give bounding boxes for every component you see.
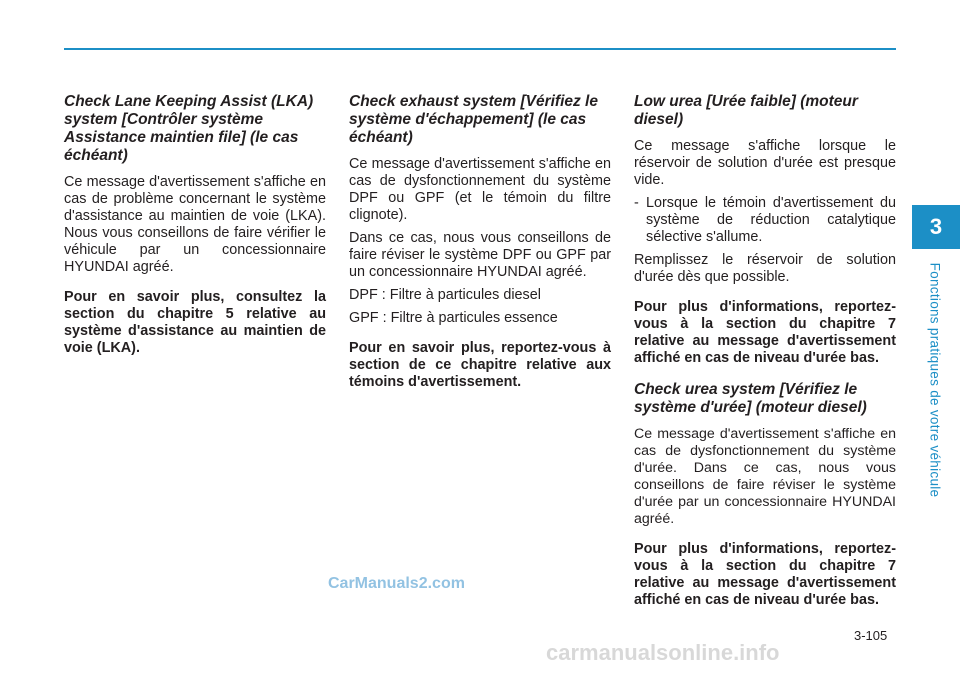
exhaust-note: Pour en savoir plus, reportez-vous à section de ce chapitre relative aux témoins d'avertissement. — [349, 340, 611, 390]
list-item — [634, 195, 896, 246]
low-urea-heading: Low urea [Urée faible] (moteur diesel) — [634, 93, 858, 128]
list-item-text: Lorsque le témoin d'avertissement du système de réduction catalytique sélective s'allume. — [646, 195, 896, 245]
dpf-definition: DPF : Filtre à particules diesel — [349, 287, 541, 303]
lka-note: Pour en savoir plus, consultez la section du chapitre 5 relative au système d'assistance au maintien de voie (LKA). — [64, 289, 326, 356]
chapter-tab: 3 — [912, 205, 960, 249]
exhaust-heading: Check exhaust system [Vérifiez le système d'échappement] (le cas échéant) — [349, 93, 598, 146]
low-urea-paragraph-2: Remplissez le réservoir de solution d'urée dès que possible. — [634, 252, 896, 285]
low-urea-note: Pour plus d'informations, reportez-vous à la section du chapitre 7 relative au message d'avertissement affiché en cas de niveau d'urée bas. — [634, 299, 896, 366]
column-2 — [349, 93, 611, 405]
watermark-left: CarManuals2.com — [328, 575, 465, 592]
gpf-definition: GPF : Filtre à particules essence — [349, 310, 558, 326]
exhaust-paragraph-2: Dans ce cas, nous vous conseillons de faire réviser le système DPF ou GPF par un concessionnaire HYUNDAI agréé. — [349, 230, 611, 280]
top-divider — [64, 48, 896, 50]
urea-system-paragraph: Ce message d'avertissement s'affiche en cas de dysfonctionnement du système d'urée. Dans ce cas, nous vous conseillons de faire réviser le système d'urée par un concessionnaire HYUNDAI agréé. — [634, 426, 896, 527]
lka-paragraph: Ce message d'avertissement s'affiche en cas de problème concernant le système d'assistance au maintien de voie (LKA). Nous vous conseillons de faire vérifier le véhicule par un concessionnaire HYUNDAI agréé. — [64, 174, 326, 275]
chapter-title: Fonctions pratiques de votre véhicule — [927, 262, 943, 498]
watermark-right: carmanualsonline.info — [546, 640, 780, 665]
lka-heading: Check Lane Keeping Assist (LKA) system [Contrôler système Assistance maintien file] (le cas échéant) — [64, 93, 314, 164]
column-3 — [634, 93, 896, 623]
exhaust-paragraph-1: Ce message d'avertissement s'affiche en cas de dysfonctionnement du système DPF ou GPF (et le témoin du filtre clignote). — [349, 156, 611, 223]
low-urea-paragraph: Ce message s'affiche lorsque le réservoir de solution d'urée est presque vide. — [634, 138, 896, 188]
urea-system-heading: Check urea system [Vérifiez le système d'urée] (moteur diesel) — [634, 381, 867, 416]
column-1 — [64, 93, 326, 371]
dash-marker: - — [634, 195, 639, 211]
page-number: 3-105 — [854, 628, 888, 643]
urea-system-note: Pour plus d'informations, reportez-vous à la section du chapitre 7 relative au message d'avertissement affiché en cas de niveau d'urée bas. — [634, 541, 896, 608]
